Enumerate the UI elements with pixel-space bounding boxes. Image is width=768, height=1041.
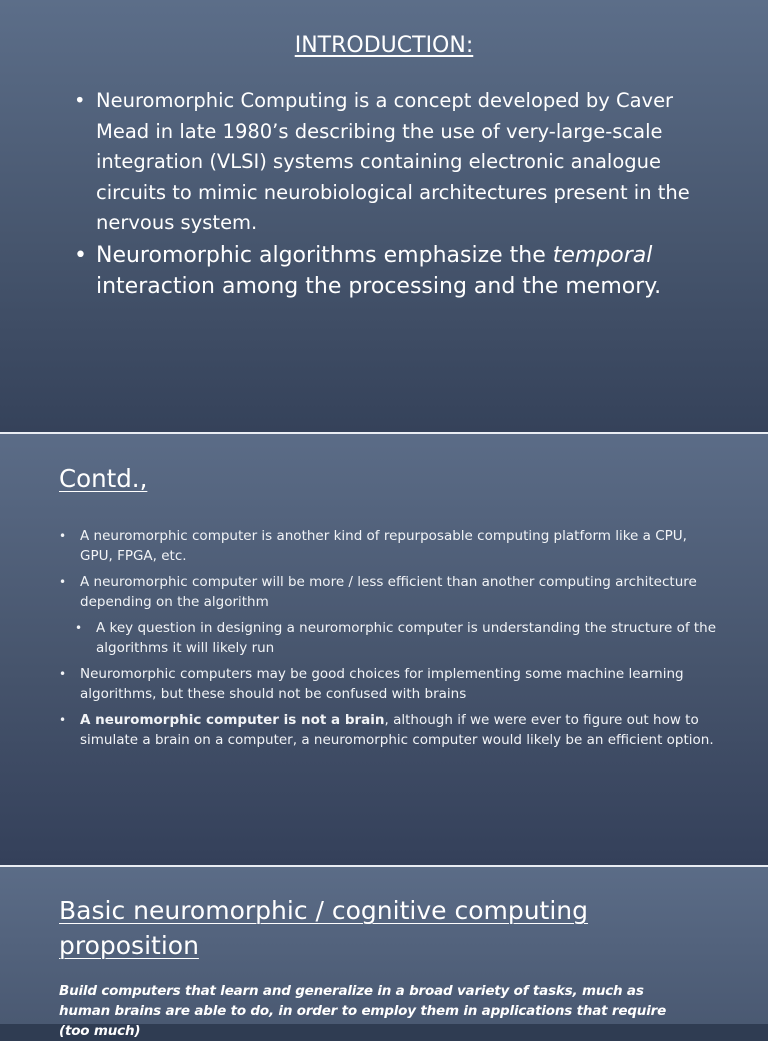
list-item xyxy=(70,86,730,239)
bullet-text: Neuromorphic computers may be good choices for implementing some machine learning algorithms, but these should not be confused with brains xyxy=(80,666,684,702)
bullet-text: , although if we were ever to figure out how to simulate a brain on a computer, a neuromorphic computer would likely be an efficient option. xyxy=(80,712,714,748)
slide-body-text: Build computers that learn and generalize in a broad variety of tasks, much as human brains are able to do, in order to employ them in applications that require (too much) xyxy=(59,983,667,1039)
bullet-icon: • xyxy=(59,667,67,681)
slide-title: INTRODUCTION: xyxy=(294,33,474,58)
list-item xyxy=(58,665,718,704)
bullet-text: A neuromorphic computer is another kind of repurposable computing platform like a CPU, GPU, FPGA, etc. xyxy=(80,528,687,564)
list-item xyxy=(70,240,730,303)
slide-title: Basic neuromorphic / cognitive computing proposition xyxy=(59,896,589,960)
bullet-icon: • xyxy=(59,713,67,727)
slide-title: Contd., xyxy=(59,464,148,493)
bullet-text: interaction among the processing and the memory. xyxy=(96,274,662,300)
bullet-icon: • xyxy=(74,89,86,112)
bullet-icon: • xyxy=(59,529,67,543)
bold-text: A neuromorphic computer is not a brain xyxy=(80,712,385,728)
emphasized-text: temporal xyxy=(552,242,653,268)
slide-basic-proposition xyxy=(0,867,768,1039)
bullet-text: Neuromorphic Computing is a concept developed by Caver Mead in late 1980’s describing the use of very-large-scale integration (VLSI) systems containing electronic analogue circuits to mimic neurobiological architectures present in the nervous system. xyxy=(96,89,690,235)
bullet-list xyxy=(58,527,718,757)
bullet-text: A key question in designing a neuromorphic computer is understanding the structure of the algorithms it will likely run xyxy=(96,620,717,656)
bullet-icon: • xyxy=(74,242,87,268)
slide-introduction xyxy=(0,0,768,432)
slide-contd xyxy=(0,434,768,865)
list-item xyxy=(58,527,718,566)
bullet-text: Neuromorphic algorithms emphasize the xyxy=(96,242,553,268)
list-item xyxy=(58,711,718,750)
bullet-list xyxy=(70,86,730,303)
list-item xyxy=(58,573,718,612)
bullet-icon: • xyxy=(75,621,83,635)
bullet-icon: • xyxy=(59,575,67,589)
bullet-text: A neuromorphic computer will be more / less efficient than another computing architecture depending on the algorithm xyxy=(80,574,697,610)
sub-list-item xyxy=(74,619,718,658)
